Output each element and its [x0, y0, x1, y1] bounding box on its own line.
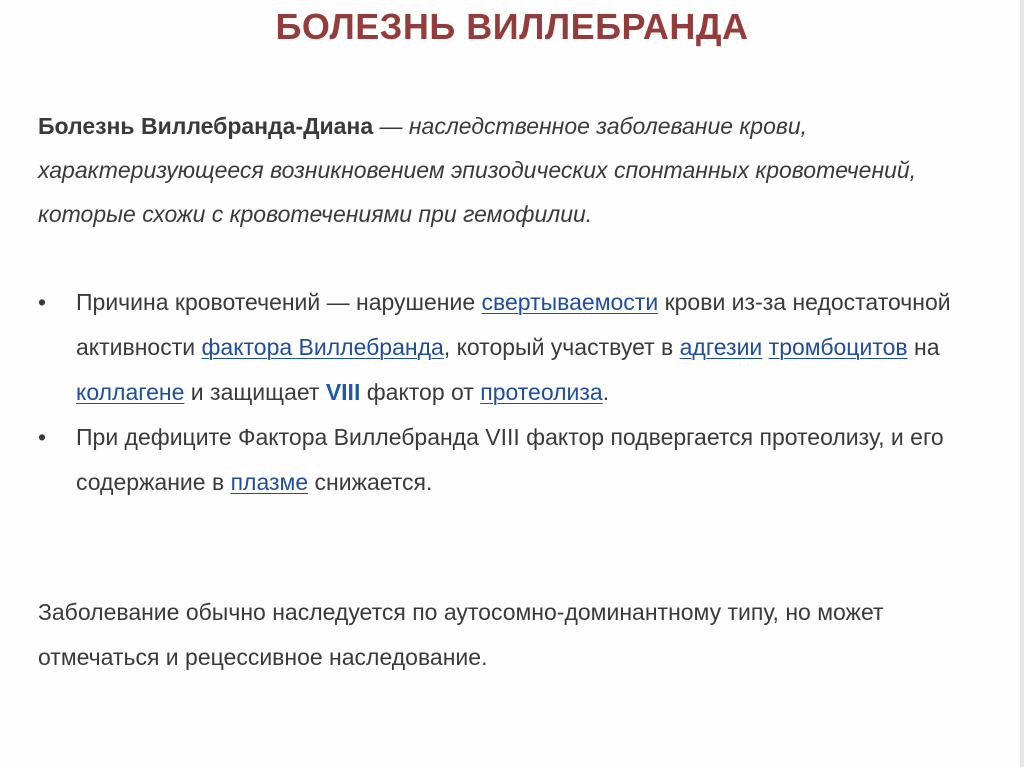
bullet-text: и защищает — [184, 379, 326, 405]
bullet-text: фактор от — [360, 379, 481, 405]
intro-definition: наследственное заболевание крови, характеризующееся возникновением эпизодических спонтанных кровотечений, которые схожи с кровотечениями при гемофилии. — [38, 113, 917, 227]
bullet-text: Причина кровотечений — нарушение — [76, 289, 482, 315]
slide-title: БОЛЕЗНЬ ВИЛЛЕБРАНДА — [275, 6, 749, 47]
bullet-text: крови из-за недостаточной активности — [76, 289, 951, 360]
bullet-item-cause — [38, 280, 998, 415]
bullet-text: . — [602, 379, 610, 405]
bullet-text: При дефиците Фактора Виллебранда VIII фактор подвергается протеолизу, и его содержание в — [76, 424, 944, 495]
outro-paragraph: Заболевание обычно наследуется по аутосомно-доминантному типу, но может отмечаться и рецессивное наследование. — [38, 599, 884, 670]
bullet-marker: • — [38, 424, 47, 450]
intro-paragraph — [38, 104, 998, 236]
bullet-item-deficiency — [38, 415, 998, 505]
bullet-text: , который участвует в — [443, 334, 680, 360]
link-coagulation[interactable]: свертываемости — [481, 289, 659, 315]
bullet-marker: • — [38, 289, 47, 315]
slide-edge — [1020, 0, 1024, 767]
intro-dash: — — [373, 113, 409, 139]
bullet-text: на — [907, 334, 940, 360]
link-adhesion[interactable]: адгезии — [679, 334, 763, 360]
link-collagen[interactable]: коллагене — [76, 379, 185, 405]
link-proteolysis[interactable]: протеолиза — [480, 379, 603, 405]
intro-term: Болезнь Виллебранда-Диана — [38, 113, 374, 139]
link-platelets[interactable]: тромбоцитов — [768, 334, 908, 360]
bullet-text: снижается. — [308, 469, 433, 495]
link-plasma[interactable]: плазме — [230, 469, 309, 495]
bullet-list — [38, 280, 998, 505]
factor-viii-highlight: VIII — [325, 379, 361, 405]
link-willebrand-factor[interactable]: фактора Виллебранда — [201, 334, 444, 360]
